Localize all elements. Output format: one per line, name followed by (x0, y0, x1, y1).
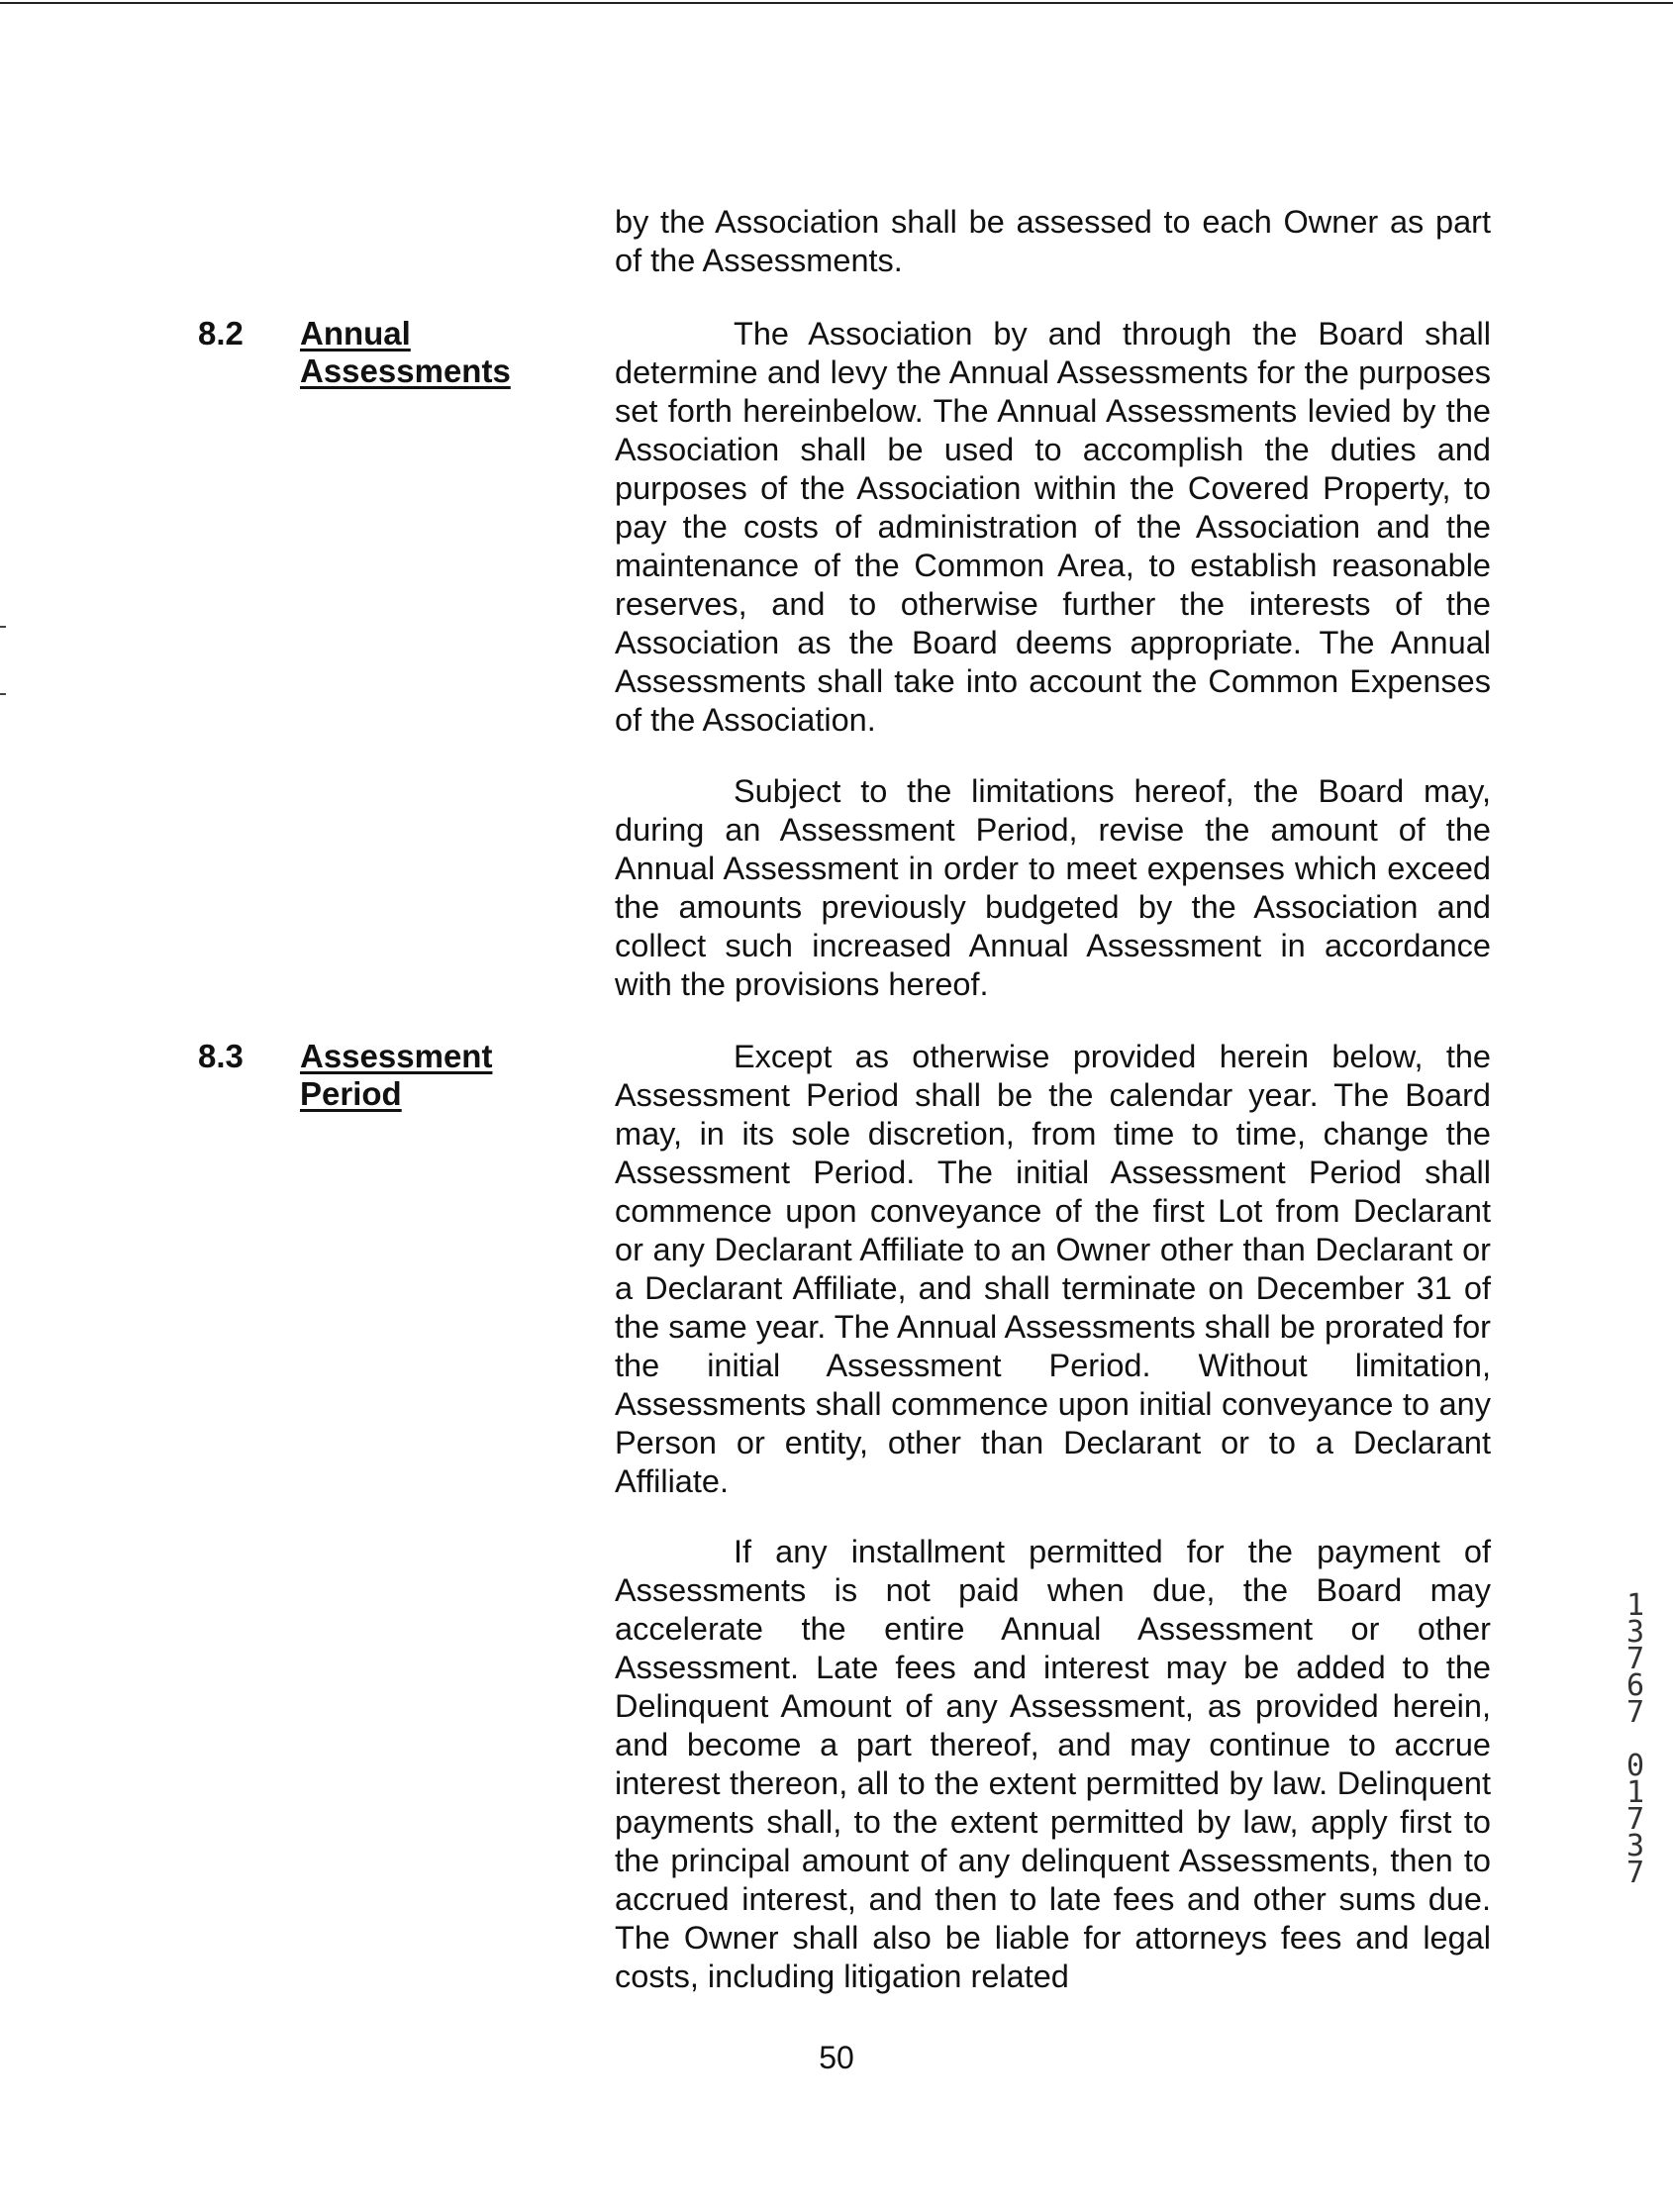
margin-mark (0, 693, 6, 695)
section-number: 8.3 (198, 1038, 244, 1074)
section-title: Annual (300, 315, 411, 352)
section-title: Period (300, 1075, 402, 1112)
section-paragraph: Except as otherwise provided herein below, the Assessment Period shall be the calendar year. The Board may, in its sole discretion, from time to time, change the Assessment Period. The initial Assessment Period shall commence upon conveyance of the first Lot from Declarant or any Declarant Affiliate to an Owner other than Declarant or a Declarant Affiliate, and shall terminate on December 31 of the same year. The Annual Assessments shall be prorated for the initial Assessment Period. Without limitation, Assessments shall commence upon initial conveyance to any Person or entity, other than Declarant or to a Declarant Affiliate. (615, 1039, 1491, 1499)
continuation-text: by the Association shall be assessed to each Owner as part of the Assessments. (615, 204, 1491, 278)
document-reference-number: 1 3 7 6 7 0 1 7 3 7 (1625, 1588, 1645, 1890)
top-border-line (0, 2, 1673, 4)
section-title: Assessments (300, 352, 511, 389)
section-title: Assessment (300, 1038, 493, 1074)
section-paragraph: Subject to the limitations hereof, the Board may, during an Assessment Period, revise the amount of the Annual Assessment in order to meet expenses which exceed the amounts previously budgeted by the Association and collect such increased Annual Assessment in accordance with the provisions hereof. (615, 773, 1491, 1002)
section-paragraph: If any installment permitted for the payment of Assessments is not paid when due, the Board may accelerate the entire Annual Assessment or other Assessment. Late fees and interest may be added to the Delinquent Amount of any Assessment, as provided herein, and become a part thereof, and may continue to accrue interest thereon, all to the extent permitted by law. Delinquent payments shall, to the extent permitted by law, apply first to the principal amount of any delinquent Assessments, then to accrued interest, and then to late fees and other sums due. The Owner shall also be liable for attorneys fees and legal costs, including litigation related (615, 1534, 1491, 1994)
section-number: 8.2 (198, 315, 244, 352)
section-paragraph: The Association by and through the Board shall determine and levy the Annual Assessments for the purposes set forth hereinbelow. The Annual Assessments levied by the Association shall be used to accomplish the duties and purposes of the Association within the Covered Property, to pay the costs of administration of the Association and the maintenance of the Common Area, to establish reasonable reserves, and to otherwise further the interests of the Association as the Board deems appropriate. The Annual Assessments shall take into account the Common Expenses of the Association. (615, 316, 1491, 738)
margin-mark (0, 626, 6, 628)
page-number: 50 (819, 2040, 854, 2075)
